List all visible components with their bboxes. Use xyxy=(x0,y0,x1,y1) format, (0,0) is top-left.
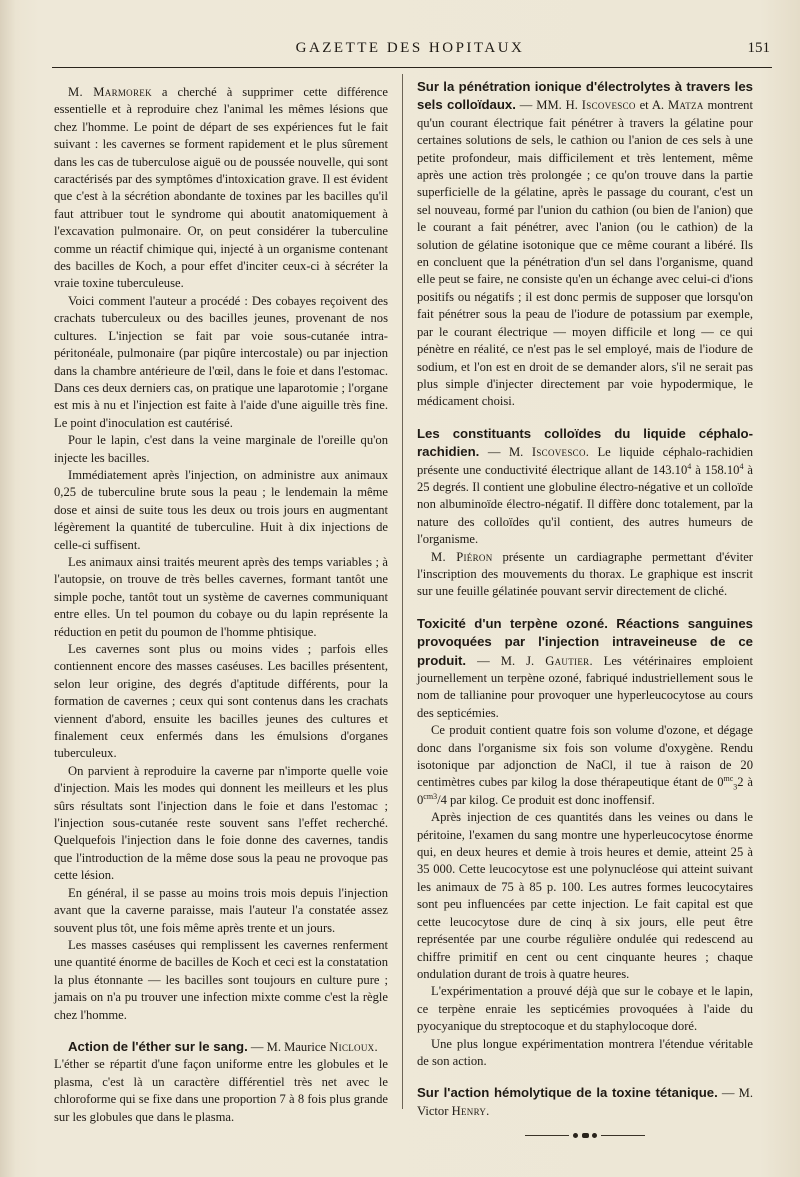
page-number: 151 xyxy=(747,40,770,56)
author-prefix: — MM. H. xyxy=(515,98,582,113)
spacer xyxy=(417,411,753,425)
spacer xyxy=(417,601,753,615)
paragraph-text: . Les vétérinaires emploient journellement un terpène ozoné, fabriqué industriellement sous le nom de tallianine pour provoquer une hyperleucocytose au cours des septicémies. xyxy=(417,653,753,720)
author-prefix: — M. J. xyxy=(466,653,546,668)
author-name: M. Marmorek xyxy=(68,85,152,99)
right-column xyxy=(417,78,753,1140)
section-heading-paragraph xyxy=(54,1038,388,1056)
paragraph xyxy=(417,722,753,809)
paragraph-text: 2 à 0 xyxy=(417,775,753,807)
paragraph-text: . Le liquide céphalo-rachidien présente une conductivité électrique allant de 143.10 xyxy=(417,445,754,477)
section-heading-paragraph xyxy=(417,615,753,722)
ornament-dot xyxy=(592,1133,597,1138)
paragraph: Les masses caséuses qui remplissent les cavernes renferment une quantité énorme de bacilles de Koch et ceci est la constatation la plus étonnante — les bacilles sont toujours en culture pure ; jamais on n'a pu trouver une infection mixte comme c'est la règle chez l'homme. xyxy=(54,937,388,1022)
section-title: Toxicité d'un terpène ozoné. Réactions sanguines provoquées par l'injection intraveineuse de ce produit. xyxy=(417,615,753,668)
running-title: GAZETTE DES HOPITAUX xyxy=(295,40,525,56)
end-ornament xyxy=(525,1132,645,1140)
paragraph: Les animaux ainsi traités meurent après des temps variables ; à l'autopsie, on trouve de très belles cavernes, formant tantôt une simple poche, tantôt tout un système de cavernes communiquant entre elles. Un tel poumon du cobaye ou du lapin représente la réduction en petit du poumon de l'homme phtisique. xyxy=(54,554,388,639)
page-header xyxy=(50,40,770,64)
unit-superscript: mc xyxy=(723,774,734,784)
paragraph-text: a cherché à supprimer cette différence essentielle et à reproduire chez l'animal les mêmes lésions que chez l'homme. Le point de départ de ses expériences fut le fait suivant : les cavernes se forment rapidement et le plus sûrement dans les cas de tuberculose aiguë ou de poussée nouvelle, qui sont caractérisés par des symptômes d'intoxication grave. Il est évident que c'est à la sécrétion abondante de toxines par les bacilles qu'il faut attribuer tout le syndrome qui aboutit anatomiquement à l'excavation pulmonaire. Or, on peut considérer la tuberculine comme un réactif chimique qui, injecté à un organisme contenant des bacilles de Koch, a pour effet d'inciter ceux-ci à sécréter la vraie toxine tuberculeuse. xyxy=(54,85,388,291)
paragraph: Voici comment l'auteur a procédé : Des cobayes reçoivent des crachats tuberculeux ou des bacilles jeunes, provenant de nos cultures. L'injection se fait par voie sous-cutanée intra-péritonéale, pulmonaire (par piqûre intercostale) ou par injection dans la chambre antérieure de l'œil, dans le foie et dans l'estomac. Dans ces deux derniers cas, on pratique une laparotomie ; l'organe est mis à nu et l'injection est faite à l'aide d'une aiguille très fine. Le point d'inoculation est cautérisé. xyxy=(54,293,388,430)
unit-subscript: 3 xyxy=(733,782,738,792)
ornament-dot xyxy=(573,1133,578,1138)
paragraph: Une plus longue expérimentation montrera l'étendue véritable de son action. xyxy=(417,1036,753,1068)
author-prefix: — M. Victor xyxy=(417,1086,753,1118)
header-rule xyxy=(52,67,772,68)
section-title: Sur la pénétration ionique d'électrolytes à travers les sels colloïdaux. xyxy=(417,79,753,113)
paragraph-text: Ce produit contient quatre fois son volume d'ozone, et dégage donc dans l'organisme six fois son volume d'oxygène. Rendu isotonique par adjonction de NaCl, il tue à raison de 20 centimètres cubes par kilog la dose thérapeutique étant de 0 xyxy=(417,723,753,790)
paragraph: Immédiatement après l'injection, on administre aux animaux 0,25 de tuberculine brute sous la peau ; le lendemain la même dose et ainsi de suite tous les deux ou trois jours en augmentant légèrement la quantité de tuberculine. Huit à dix injections de celle-ci suffisent. xyxy=(54,467,388,552)
paragraph: Après injection de ces quantités dans les veines ou dans le péritoine, l'examen du sang montre une hyperleucocytose énorme qui, en deux heures et demie à trois heures et demie, atteint 25 à 35 000. Cette leucocytose est une polynucléose qui atteint suivant les animaux de 75 à 85 p. 100. Les autres formes leucocytaires sont peu influencées par cette injection. Le fait capital est que cette leucocytose dure de cinq à six jours, elle peut être représentée par une courbe régulière ondulée qui redescend au chiffre primitif en cent ou cent cinquante heures ; chaque ondulation durant de trois à quatre heures. xyxy=(417,810,753,981)
section-title: Les constituants colloïdes du liquide céphalo-rachidien. xyxy=(417,425,753,460)
column-divider xyxy=(402,74,403,1109)
author-name: Henry. xyxy=(451,1103,490,1118)
paragraph xyxy=(417,549,753,601)
section-title: Action de l'éther sur le sang. xyxy=(68,1038,248,1054)
ornament-dot xyxy=(582,1133,589,1138)
author-name: Iscovesco xyxy=(581,98,636,113)
paragraph: On parvient à reproduire la caverne par n'importe quelle voie d'injection. Mais les modes qui donnent les meilleurs et les plus sûrs résultats sont l'injection dans le foie et dans l'estomac ; l'injection sous-cutanée reste souvent sans l'effet recherché. Quelquefois l'injection dans le foie donne des cavernes, tandis que l'introduction de la même dose sous la peau ne provoque pas cette lésion. xyxy=(54,763,388,883)
exponent: 4 xyxy=(739,461,744,471)
section-heading-paragraph xyxy=(417,1084,753,1120)
author-name: M. Piéron xyxy=(431,549,493,564)
author-name: Iscovesco xyxy=(531,445,586,460)
ornament-line xyxy=(601,1135,645,1136)
paragraph: Les cavernes sont plus ou moins vides ; parfois elles contiennent encore des masses caséuses. Les bacilles présentent, selon leur origine, des degrés d'aptitude différents, pour la formation de cavernes ; ceux qui sont contenus dans les crachats viennent d'abord, ensuite les bacilles jeunes des cultures et finalement ceux enfermés dans les émulsions d'organes tuberculeux. xyxy=(54,642,388,761)
section-heading-paragraph xyxy=(417,425,753,549)
author-name: Matza xyxy=(667,98,704,113)
paragraph-text: à 25 degrés. Il contient une globuline électro-négative et un colloïde non albuminoïde électro-négatif. Il diffère donc totalement, par la nature des colloïdes qu'il contient, des autres humeurs de l'organisme. xyxy=(417,462,753,547)
left-column xyxy=(54,78,388,1126)
section-heading-paragraph xyxy=(417,78,753,411)
unit-superscript: cm3 xyxy=(423,791,438,801)
paragraph-text: à 158.10 xyxy=(691,462,740,477)
paragraph: L'expérimentation a prouvé déjà que sur le cobaye et le lapin, ce terpène enraie les septicémies provoquées à l'aide du pyocyanique du streptocoque et du staphylocoque doré. xyxy=(417,984,753,1034)
author-prefix: — M. Maurice xyxy=(247,1039,330,1054)
spacer xyxy=(417,1070,753,1084)
section-title: Sur l'action hémolytique de la toxine tétanique. xyxy=(417,1085,718,1101)
spacer xyxy=(54,1024,388,1038)
paragraph-text: /4 par kilog. Ce produit est donc inoffensif. xyxy=(437,792,655,807)
author-prefix: — M. xyxy=(479,445,532,460)
author-name: Nicloux. xyxy=(329,1039,378,1054)
paragraph xyxy=(54,84,388,293)
exponent: 4 xyxy=(687,461,692,471)
paragraph: L'éther se répartit d'une façon uniforme entre les globules et le plasma, c'est là un caractère différentiel très net avec le chloroforme qui se fixe dans une proportion 7 à 8 fois plus grande sur les globules que dans le plasma. xyxy=(54,1057,388,1124)
paragraph: En général, il se passe au moins trois mois depuis l'injection avant que la caverne paraisse, mais l'auteur l'a constatée assez souvent plus tôt, une fois même après trente et un jours. xyxy=(54,885,388,935)
ornament-line xyxy=(525,1135,569,1136)
author-connector: et A. xyxy=(635,98,668,113)
paragraph: Pour le lapin, c'est dans la veine marginale de l'oreille qu'on injecte les bacilles. xyxy=(54,433,388,465)
paragraph-text: montrent qu'un courant électrique fait pénétrer à travers la gélatine pour certaines solutions de sels, le cathion ou l'anion de ces sels à une petite profondeur, mais difficilement et très lentement, même après une action très prolongée ; ce qu'on trouve dans la partie superficielle de la gélatine, après le passage du courant, c'est un sel nouveau, formé par l'union du cathion (ou bien de l'anion) que le courant a fait pénétrer, avec l'anion (ou le cathion) de la solution de gélatine isotonique que ce même courant a libéré. Ils en concluent que la pénétration d'un sel dans l'organisme, quand elle peut se faire, ne consiste qu'en un échange avec celui-ci d'ions positifs ou négatifs ; il est donc permis de supposer que lorsqu'on fait pénétrer sous la peau de l'iodure de potassium par exemple, par le courant électrique — moyen difficile et long — ce qui pénètre en réalité, ce n'est pas le sel employé, mais de l'iodure de sodium, et l'on est en droit de se demander alors, s'il ne serait pas plus simple d'injecter directement par voie hypodermique, le médicament choisi. xyxy=(417,98,753,409)
paragraph-text: présente un cardiagraphe permettant d'éviter l'inscription des mouvements du thorax. Le graphique est inscrit sur une feuille gélatinée pouvant servir directement de cliché. xyxy=(417,549,753,599)
author-name: Gautier xyxy=(545,653,590,668)
